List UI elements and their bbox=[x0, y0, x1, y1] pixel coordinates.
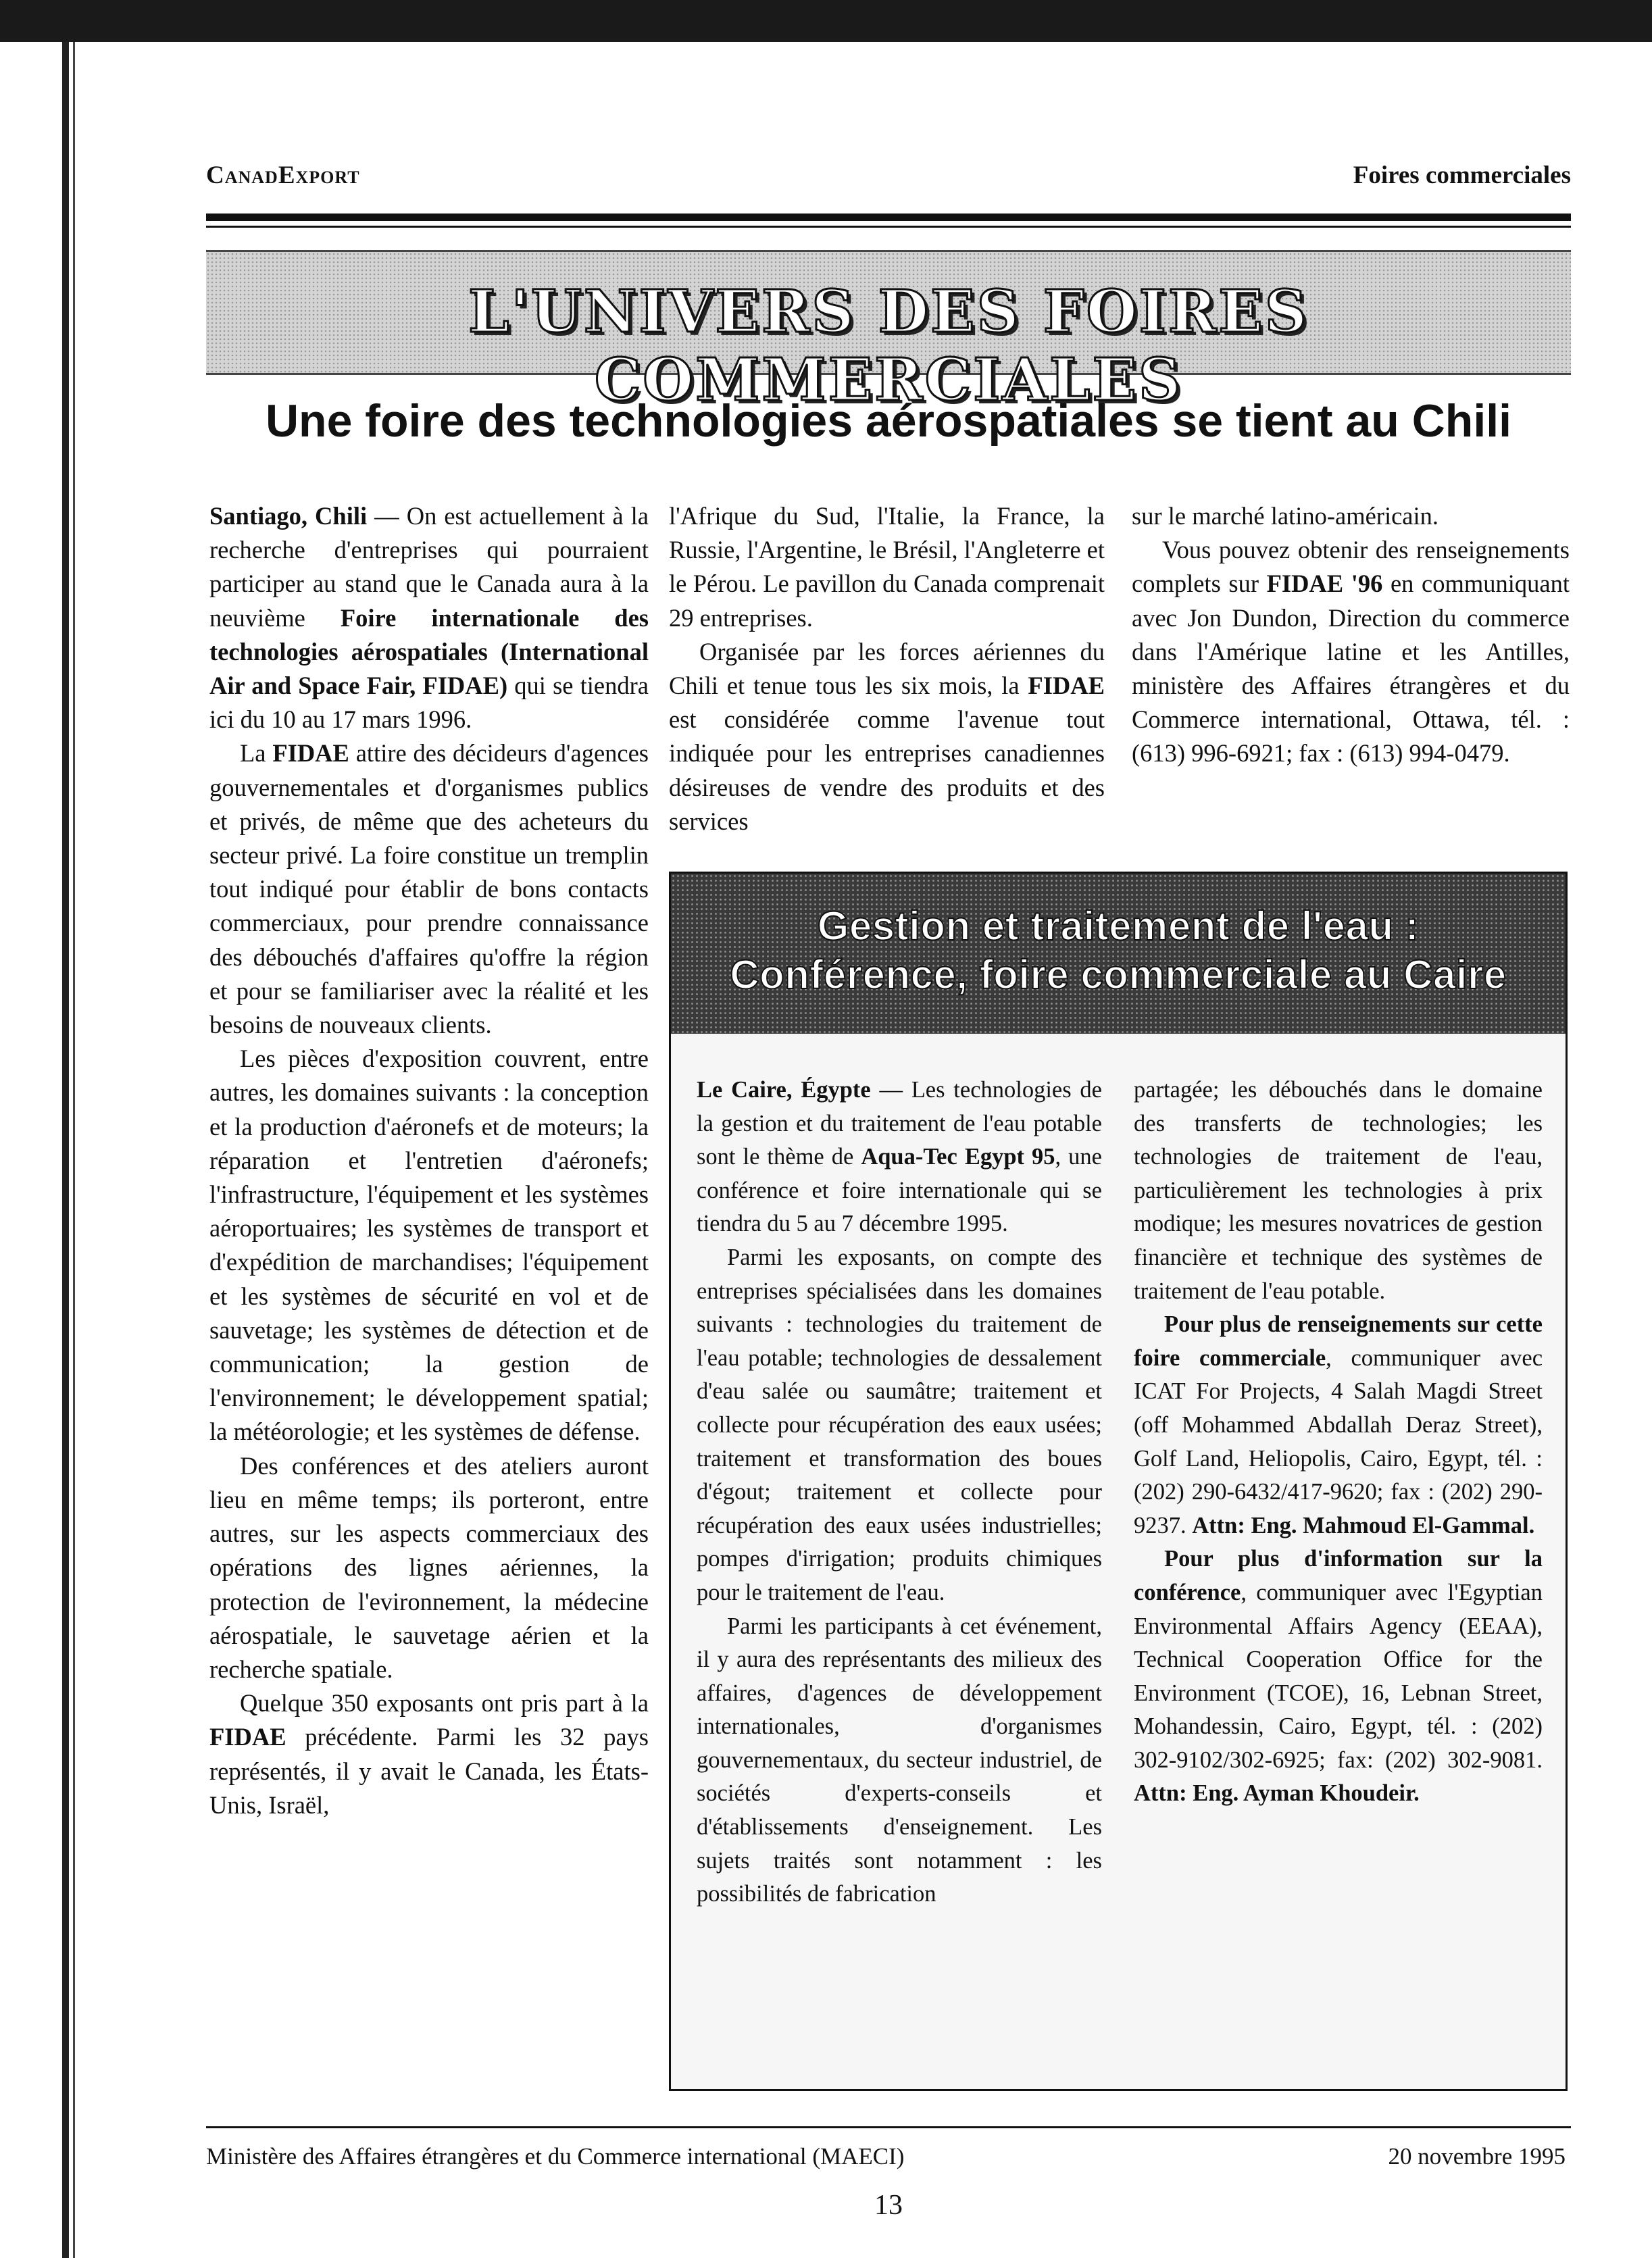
sidebar-title-line-2: Conférence, foire commerciale au Caire bbox=[730, 952, 1507, 997]
publication-name: CanadExport bbox=[206, 161, 360, 189]
article-paragraph: Quelque 350 exposants ont pris part à la FIDAE précédente. Parmi les 32 pays représentés, il y avait le Canada, les États-Unis, Israël, bbox=[209, 1689, 649, 1819]
binder-edge-inner bbox=[73, 42, 75, 2258]
article-paragraph: La FIDAE attire des décideurs d'agences gouvernementales et d'organismes publics et privés, de même que des acheteurs du secteur privé. La foire constitue un tremplin tout indiqué pour établir de bons contacts commerciaux, pour prendre connaissance des débouchés d'affaires qu'offre la région et pour se familiariser avec la réalité et les besoins de nouveaux clients. bbox=[209, 739, 649, 1039]
sidebar-column-1 bbox=[697, 1074, 1102, 1911]
sidebar-paragraph: Le Caire, Égypte — Les technologies de la gestion et du traitement de l'eau potable sont le thème de Aqua-Tec Egypt 95, une conférence et foire internationale qui se tiendra du 5 au 7 décembre 1995. bbox=[697, 1077, 1102, 1237]
dateline: Santiago, Chili bbox=[209, 502, 368, 530]
sidebar-column-2 bbox=[1134, 1074, 1543, 1811]
page-number: 13 bbox=[874, 2190, 903, 2221]
sidebar-paragraph: Pour plus d'information sur la conférence, communiquer avec l'Egyptian Environmental Affairs Agency (EEAA), Technical Cooperation Office for the Environment (TCOE), 16, Lebnan Street, Mohandessin, Cairo, Egypt, tél. : (202) 302-9102/302-6925; fax: (202) 302-9081. Attn: Eng. Ayman Khoudeir. bbox=[1134, 1546, 1543, 1807]
header-rule-thin bbox=[206, 226, 1571, 228]
sidebar-title bbox=[671, 902, 1566, 999]
footer-ministry: Ministère des Affaires étrangères et du Commerce international (MAECI) bbox=[206, 2143, 905, 2169]
footer-date: 20 novembre 1995 bbox=[1388, 2143, 1566, 2169]
article-paragraph: Organisée par les forces aériennes du Chili et tenue tous les six mois, la FIDAE est considérée comme l'avenue tout indiquée pour les entreprises canadiennes désireuses de vendre des produits et des services bbox=[669, 637, 1105, 835]
article-column-1 bbox=[209, 499, 649, 1822]
sidebar-box bbox=[669, 872, 1568, 2091]
section-name: Foires commerciales bbox=[1353, 161, 1571, 189]
sidebar-paragraph: Parmi les exposants, on compte des entreprises spécialisées dans les domaines suivants : technologies du traitement de l'eau potable; technologies de dessalement d'eau salée ou saumâtre; traitement et collecte pour récupération des eaux usées; traitement et transformation des boues d'égout; traitement et collecte pour récupération des eaux usées industrielles; pompes d'irrigation; produits chimiques pour le traitement de l'eau. bbox=[697, 1244, 1102, 1605]
article-paragraph: Vous pouvez obtenir des renseignements complets sur FIDAE '96 en communiquant avec Jon Dundon, Direction du commerce dans l'Amérique latine et les Antilles, ministère des Affaires étrangères et du Commerce international, Ottawa, tél. : (613) 996-6921; fax : (613) 994-0479. bbox=[1132, 536, 1570, 768]
article-column-3 bbox=[1132, 499, 1570, 771]
scan-top-edge bbox=[0, 0, 1652, 42]
article-column-2 bbox=[669, 499, 1105, 838]
binder-edge bbox=[62, 42, 69, 2258]
banner-title: L'UNIVERS DES FOIRES COMMERCIALES bbox=[468, 278, 1309, 414]
sidebar-paragraph: Pour plus de renseignements sur cette foire commerciale, communiquer avec ICAT For Projects, 4 Salah Magdi Street (off Mohammed Abdallah Deraz Street), Golf Land, Heliopolis, Cairo, Egypt, tél. : (202) 290-6432/417-9620; fax : (202) 290-9237. Attn: Eng. Mahmoud El-Gammal. bbox=[1134, 1311, 1543, 1538]
sidebar-title-line-1: Gestion et traitement de l'eau : bbox=[817, 903, 1420, 949]
article-paragraph: Des conférences et des ateliers auront lieu en même temps; ils porteront, entre autres, sur les aspects commerciaux des opérations des lignes aériennes, la protection de l'evironnement, la médecine aérospatiale, le sauvetage aérien et la recherche spatiale. bbox=[209, 1451, 649, 1683]
article-paragraph: sur le marché latino-américain. bbox=[1132, 502, 1439, 530]
article-paragraph: Santiago, Chili — On est actuellement à la recherche d'entreprises qui pourraient participer au stand que le Canada aura à la neuvième Foire internationale des technologies aérospatiales (International Air and Space Fair, FIDAE) qui se tiendra ici du 10 au 17 mars 1996. bbox=[209, 502, 649, 734]
article-paragraph: l'Afrique du Sud, l'Italie, la France, la Russie, l'Argentine, le Brésil, l'Angleterre et le Pérou. Le pavillon du Canada comprenait 29 entreprises. bbox=[669, 502, 1105, 632]
section-banner bbox=[206, 250, 1571, 414]
sidebar-header bbox=[671, 874, 1566, 1034]
article-headline: Une foire des technologies aérospatiales se tient au Chili bbox=[265, 395, 1512, 447]
header-rule-thick bbox=[206, 214, 1571, 221]
sidebar-paragraph: Parmi les participants à cet événement, il y aura des représentants des milieux des affaires, d'agences de développement internationales, d'organismes gouvernementaux, du secteur industriel, de sociétés d'experts-conseils et d'établissements d'enseignement. Les sujets traités sont notamment : les possibilités de fabrication bbox=[697, 1613, 1102, 1907]
sidebar-dateline: Le Caire, Égypte bbox=[697, 1077, 871, 1103]
footer-rule bbox=[206, 2126, 1571, 2128]
sidebar-paragraph: partagée; les débouchés dans le domaine des transferts de technologies; les technologies de traitement de l'eau, particulièrement les technologies à prix modique; les mesures novatrices de gestion financière et technique des systèmes de traitement de l'eau potable. bbox=[1134, 1077, 1543, 1304]
article-paragraph: Les pièces d'exposition couvrent, entre autres, les domaines suivants : la conception et la production d'aéronefs et de moteurs; la réparation et l'entretien d'aéronefs; l'infrastructure, l'équipement et les systèmes aéroportuaires; les systèmes de transport et d'expédition de marchandises; l'équipement et les systèmes de sécurité en vol et de sauvetage; les systèmes de détection et de communication; la gestion de l'environnement; le développement spatial; la météorologie; et les systèmes de défense. bbox=[209, 1045, 649, 1446]
